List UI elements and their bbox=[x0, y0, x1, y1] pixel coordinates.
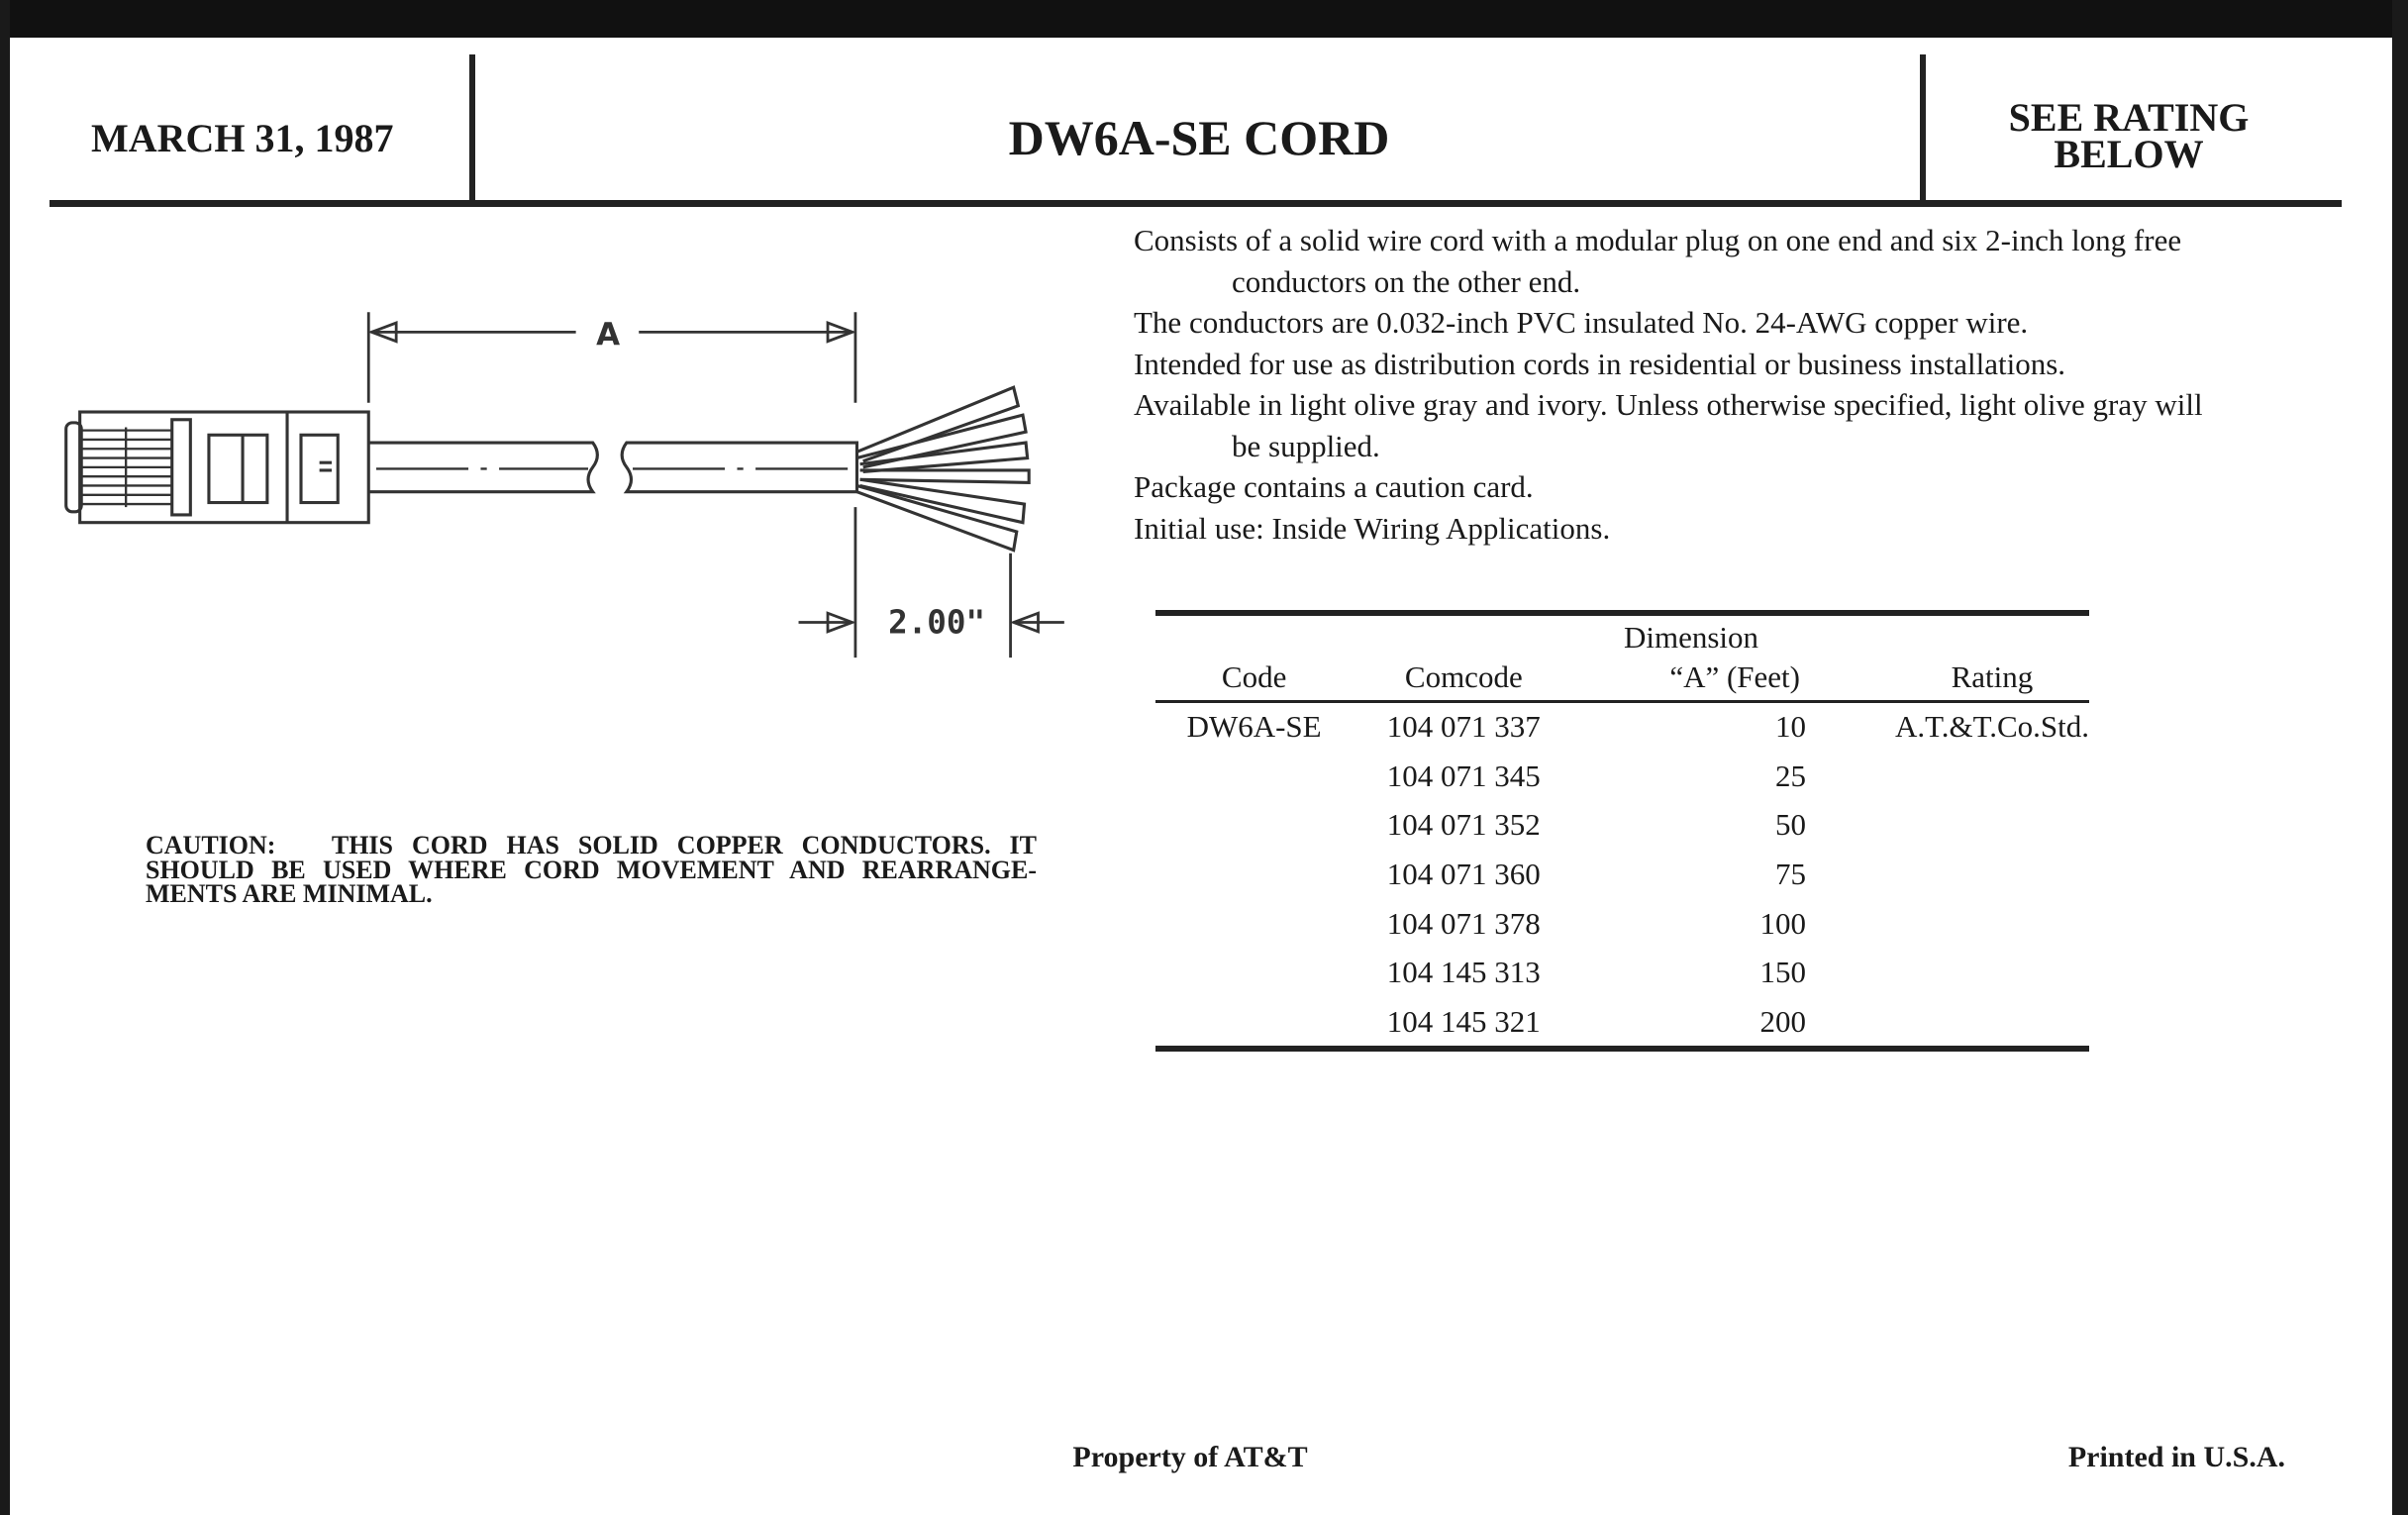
cell-code bbox=[1155, 899, 1353, 949]
cell-comcode: 104 071 360 bbox=[1386, 856, 1541, 891]
cell-rating bbox=[1895, 850, 2089, 899]
header-dimension: “A” (Feet) bbox=[1669, 659, 1800, 694]
cell-rating bbox=[1895, 948, 2089, 997]
cell-dimension: 75 bbox=[1774, 856, 1806, 891]
table-top-rule bbox=[1155, 610, 2089, 616]
document-date: MARCH 31, 1987 bbox=[91, 116, 394, 160]
cell-comcode: 104 071 345 bbox=[1386, 758, 1541, 793]
cell-code: DW6A-SE bbox=[1186, 708, 1322, 744]
cell-rating bbox=[1895, 752, 2089, 801]
desc-line: Intended for use as distribution cords in residential or business installations. bbox=[1134, 346, 2066, 381]
desc-line: The conductors are 0.032-inch PVC insulated No. 24-AWG copper wire. bbox=[1134, 305, 2029, 340]
desc-line: Package contains a caution card. bbox=[1134, 469, 1534, 504]
cell-comcode: 104 071 378 bbox=[1386, 905, 1541, 941]
cell-dimension: 200 bbox=[1759, 1003, 1806, 1039]
conductor-length-label: 2.00" bbox=[888, 603, 986, 642]
cell-code bbox=[1155, 800, 1353, 850]
cell-dimension: 150 bbox=[1759, 955, 1806, 990]
table-row bbox=[1155, 997, 2089, 1047]
footer-printed: Printed in U.S.A. bbox=[2067, 1441, 2285, 1473]
desc-line: Consists of a solid wire cord with a modular plug on one end and six 2-inch long free bbox=[1134, 223, 2182, 257]
header-rating: Rating bbox=[1951, 659, 2034, 694]
cord-body bbox=[368, 443, 856, 492]
desc-line-cont: be supplied. bbox=[1232, 428, 1380, 463]
cell-dimension: 100 bbox=[1759, 905, 1806, 941]
desc-line: Available in light olive gray and ivory. Unless otherwise specified, light olive gray will bbox=[1134, 387, 2203, 422]
table-row bbox=[1155, 948, 2089, 997]
cell-rating bbox=[1895, 800, 2089, 850]
header-dimension-top: Dimension bbox=[1623, 620, 1759, 655]
cell-rating bbox=[1895, 899, 2089, 949]
cell-comcode: 104 071 337 bbox=[1386, 708, 1541, 744]
cell-dimension: 10 bbox=[1774, 708, 1806, 744]
page-title: DW6A-SE CORD bbox=[1008, 110, 1390, 165]
table-row bbox=[1155, 899, 2089, 949]
table-row bbox=[1155, 850, 2089, 899]
table-row bbox=[1155, 752, 2089, 801]
desc-line: Initial use: Inside Wiring Applications. bbox=[1134, 510, 1611, 546]
header-comcode: Comcode bbox=[1404, 659, 1523, 694]
cell-dimension: 25 bbox=[1774, 758, 1806, 793]
cell-code bbox=[1155, 850, 1353, 899]
description bbox=[1134, 220, 2302, 549]
cell-comcode: 104 071 352 bbox=[1386, 807, 1541, 843]
cell-comcode: 104 145 321 bbox=[1386, 1003, 1541, 1039]
footer-property: Property of AT&T bbox=[1072, 1441, 1308, 1473]
cell-dimension: 50 bbox=[1774, 807, 1806, 843]
free-conductors bbox=[856, 387, 1029, 550]
caution-note: CAUTION: THIS CORD HAS SOLID COPPER CONDUCTORS. IT SHOULD BE USED WHERE CORD MOVEMENT AND REARRANGE-MENTS ARE MINIMAL. bbox=[146, 831, 1044, 908]
desc-line-cont: conductors on the other end. bbox=[1232, 263, 1581, 299]
modular-plug-icon bbox=[66, 412, 369, 523]
cell-code bbox=[1155, 752, 1353, 801]
product-table bbox=[1155, 659, 2089, 1047]
cell-code bbox=[1155, 948, 1353, 997]
table-bottom-rule bbox=[1155, 1046, 2089, 1052]
table-header-row bbox=[1155, 659, 2089, 702]
table-row bbox=[1155, 800, 2089, 850]
cell-comcode: 104 145 313 bbox=[1386, 955, 1541, 990]
cell-rating bbox=[1895, 997, 2089, 1047]
rating-note-line2: BELOW bbox=[2054, 132, 2204, 176]
dimension-a-label: A bbox=[596, 316, 621, 353]
table-row bbox=[1155, 702, 2089, 752]
rating-note-line1: SEE RATING bbox=[2008, 95, 2250, 140]
cell-rating: A.T.&T.Co.Std. bbox=[1894, 708, 2089, 744]
header-code: Code bbox=[1221, 659, 1287, 694]
cell-code bbox=[1155, 997, 1353, 1047]
